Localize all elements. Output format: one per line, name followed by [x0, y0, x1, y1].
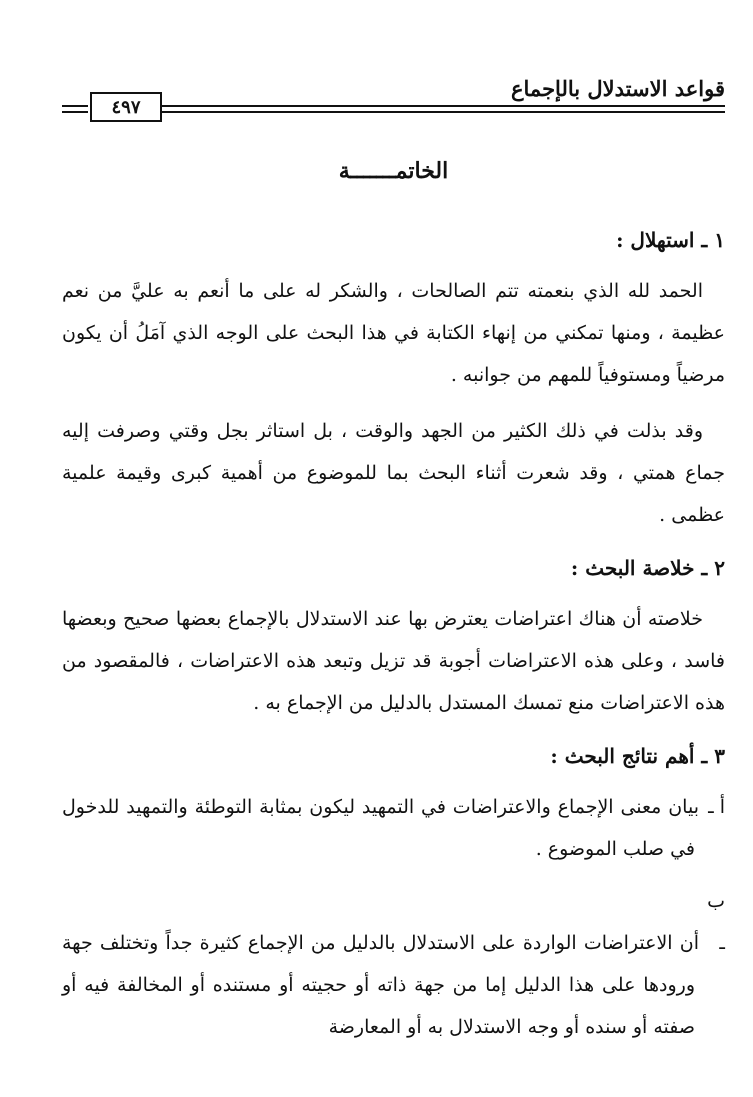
running-header [62, 70, 725, 130]
section-introduction [62, 222, 725, 536]
paragraph: وقد بذلت في ذلك الكثير من الجهد والوقت ، بل استاثر بجل وقتي وصرفت إليه جماع همتي ، وقد شعرت أثناء البحث بما للموضوع من أهمية كبرى وقيمة علمية عظمى . [62, 420, 725, 526]
list-marker: أ ـ [708, 796, 725, 818]
section-summary [62, 550, 725, 724]
page-content [62, 158, 725, 1058]
section-heading: ١ ـ استهلال : [616, 228, 725, 252]
section-results [62, 738, 725, 1048]
paragraph: الحمد لله الذي بنعمته تتم الصالحات ، والشكر له على ما أنعم به عليَّ من نعم عظيمة ، ومنها تمكني من إنهاء الكتابة في هذا البحث على الوجه الذي آمَلُ أن يكون مرضياً ومستوفياً للمهم من جوانبه . [62, 280, 725, 386]
list-marker: ب ـ [707, 890, 725, 954]
section-heading: ٣ ـ أهم نتائج البحث : [550, 744, 725, 768]
header-rule-bottom [162, 111, 725, 113]
paragraph: خلاصته أن هناك اعتراضات يعترض بها عند الاستدلال بالإجماع بعضها صحيح وبعضها فاسد ، وعلى هذه الاعتراضات أجوبة قد تزيل وتبعد هذه الاعتراضات ، فالمقصود من هذه الاعتراضات منع تمسك المستدل بالدليل من الإجماع به . [62, 608, 725, 714]
list-item-text: أن الاعتراضات الواردة على الاستدلال بالدليل من الإجماع كثيرة جداً وتختلف جهة ورودها على هذا الدليل إما من جهة ذاته أو حجيته أو مستنده أو المخالفة فيه أو صفته أو سنده أو وجه الاستدلال به أو المعارضة [62, 932, 699, 1038]
side-rule-top [62, 105, 88, 107]
list-item [62, 786, 725, 870]
header-rule-top [162, 105, 725, 107]
chapter-title: الخاتمـــــــة [338, 158, 449, 184]
side-rule-bottom [62, 111, 88, 113]
section-heading: ٢ ـ خلاصة البحث : [570, 556, 725, 580]
header-side-rules [62, 103, 88, 113]
book-title: قواعد الاستدلال بالإجماع [511, 76, 725, 101]
list-item-text: بيان معنى الإجماع والاعتراضات في التمهيد ليكون بمثابة التوطئة والتمهيد للدخول في صلب الموضوع . [62, 796, 699, 860]
page-number: ٤٩٧ [90, 92, 162, 122]
list-item [62, 880, 725, 1048]
